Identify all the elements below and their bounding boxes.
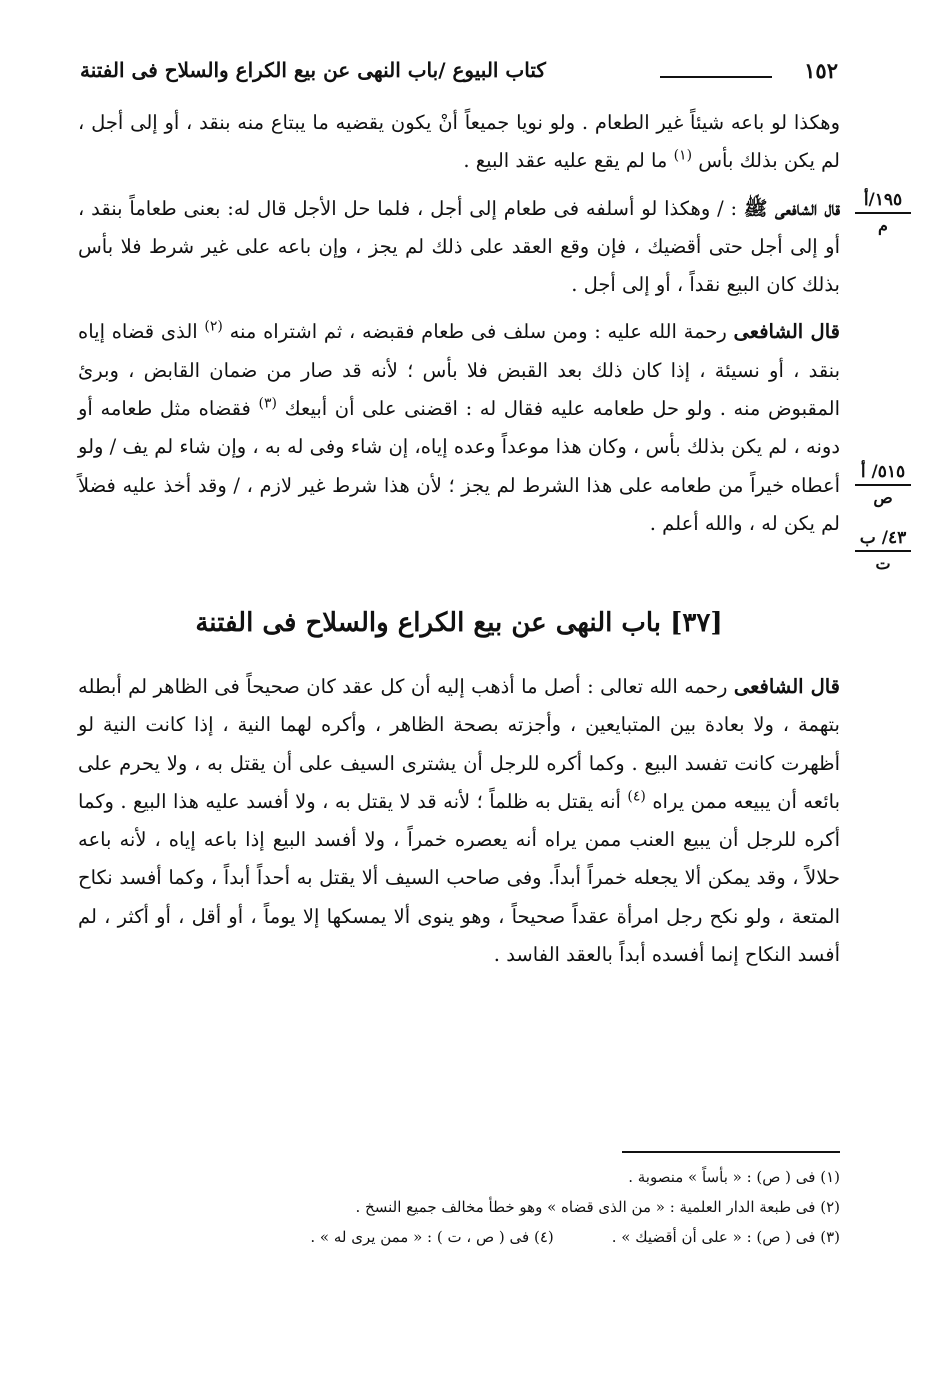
footnote-divider — [622, 1151, 840, 1153]
paragraph-text: ما لم يقع عليه عقد البيع . — [463, 149, 668, 173]
margin-ref — [855, 528, 911, 573]
paragraph-text: وهكذا لو باعه شيئاً غير الطعام . ولو نويا جميعاً أنْ يكون يقضيه ما يبتاع منه بنقد ، أو إلى أجل ، لم يكن بذلك بأس — [78, 111, 840, 173]
paragraph-text: رحمه الله تعالى : أصل ما أذهب إليه أن كل عقد كان صحيحاً فى الظاهر لم أبطله بتهمة ، ولا بعادة بين المتبايعين ، وأجزته بصحة الظاهر ، وأكره لهما النية ، إذا كانت النية لو أظهرت كانت تفسد البيع . وكما أكره للرجل أن يشترى السيف على أن يقتل به ، ولا يحرم على بائعه أن يبيعه ممن يراه — [78, 675, 840, 813]
paragraph — [78, 190, 840, 305]
margin-ref-manuscript: ت — [875, 554, 891, 573]
footnotes — [120, 1162, 840, 1252]
paragraph-text: أنه يقتل به ظلماً ؛ لأنه قد لا يقتل به ، ولا أفسد عليه هذا البيع . وكما أكره للرجل أن يبيع العنب ممن يراه أنه يعصره خمراً ، ولا أفسد البيع إذا باعه إياه ، لأنه باعه حلالاً ، وقد يمكن ألا يجعله خمراً أبداً. وفى صاحب السيف ألا يقتل به أحداً أبداً ، وكما أفسد نكاح المتعة ، ولو نكح رجل امرأة عقداً صحيحاً ، وهو ينوى ألا يمسكها إلا يوماً ، أو أقل ، أو أكثر ، لم أفسد النكاح إنما أفسده أبداً بالعقد الفاسد . — [78, 789, 840, 967]
paragraph-text: : / وهكذا لو أسلفه فى طعام إلى أجل ، فلما حل الأجل قال له: بعنى طعاماً بنقد ، أو إلى أجل حتى أقضيك ، فإن وقع العقد على ذلك لم يجز ، وإن باعه على غير شرط فلا بأس بذلك كان البيع نقداً ، أو إلى أجل . — [78, 196, 840, 297]
paragraph — [78, 668, 840, 974]
running-title: كتاب البيوع /باب النهى عن بيع الكراع والسلاح فى الفتنة — [80, 58, 546, 82]
footnote-row — [120, 1222, 840, 1252]
paragraph-text: الذى قضاه إياه بنقد ، أو نسيئة ، إذا كان ذلك بعد القبض فلا بأس ؛ لأنه قد صار من ضمان القابض ، وبرئ المقبوض منه . ولو حل طعامه عليه فقال له : اقضنى على أن أبيعك — [78, 320, 840, 421]
margin-ref-manuscript: ص — [873, 488, 893, 507]
paragraph-text: فقضاه مثل طعامه أو دونه ، لم يكن بذلك بأس ، وكان هذا موعداً وعده إياه، إن شاء وفى له به ، وإن شاء لم يف / ولو أعطاه خيراً من طعامه على هذا الشرط لم يجز ؛ لأن هذا شرط غير لازم ، / وقد أخذ عليه فضلاً لم يكن له ، والله أعلم . — [78, 397, 840, 535]
margin-ref-folio: ٥١٥/ أ — [855, 462, 911, 486]
speaker-lead: قال الشافعى — [733, 320, 840, 344]
footnote: (٤) فى ( ص ، ت ) : « ممن يرى له » . — [310, 1228, 554, 1246]
speaker-lead: قال الشافعى — [733, 675, 841, 698]
margin-ref-folio: ٤٣/ ب — [855, 528, 911, 552]
speaker-lead: قال الشافعى ﷺ — [743, 196, 841, 220]
chapter-heading: [٣٧] باب النهى عن بيع الكراع والسلاح فى الفتنة — [195, 608, 723, 638]
footnote: (١) فى ( ص) : « بأساً » منصوبة . — [628, 1168, 840, 1186]
paragraph — [78, 104, 840, 181]
paragraph-text: رحمة الله عليه : ومن سلف فى طعام فقبضه ، ثم اشتراه منه — [229, 320, 727, 344]
margin-ref-folio: ١٩٥/أ — [855, 190, 911, 214]
chapter-text — [78, 668, 840, 974]
margin-ref-manuscript: م — [878, 216, 888, 235]
running-header — [80, 54, 838, 94]
margin-ref — [855, 462, 911, 507]
footnote-marker[interactable]: (٢) — [204, 318, 223, 335]
footnote-marker[interactable]: (٤) — [627, 788, 646, 805]
footnote: (٣) فى ( ص) : « على أن أقضيك » . — [611, 1228, 840, 1246]
main-text — [78, 104, 840, 543]
footnote: (٢) فى طبعة الدار العلمية : « من الذى قضاه » وهو خطأ مخالف جميع النسخ . — [355, 1198, 840, 1216]
footnote-marker[interactable]: (١) — [673, 147, 693, 164]
header-rule — [660, 76, 772, 78]
page-number: ١٥٢ — [804, 58, 838, 83]
paragraph — [78, 313, 840, 543]
margin-ref — [855, 190, 911, 235]
footnote-marker[interactable]: (٣) — [258, 395, 277, 412]
